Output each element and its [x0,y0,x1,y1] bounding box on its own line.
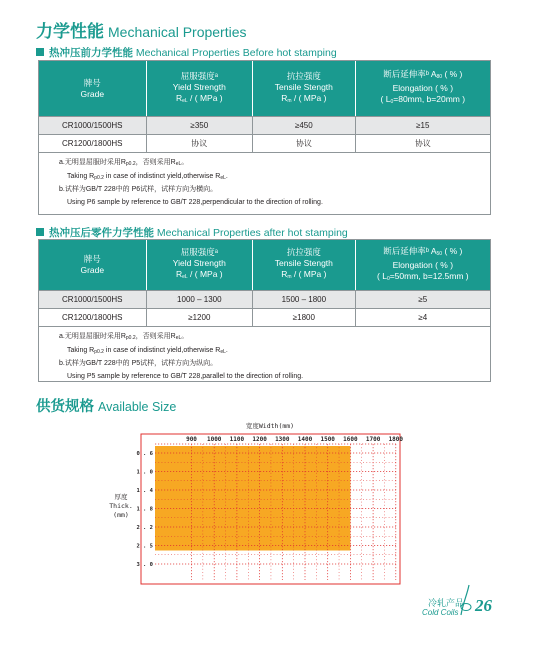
column-header [147,240,254,290]
x-tick-label: 1700 [365,436,381,443]
column-header [39,61,147,116]
subscript: eL [182,97,188,104]
y-tick-label: 2 . 2 [136,525,153,531]
note-b-zh: b.试样为GB/T 228中的 P6试样，试样方向为横向。 [59,186,218,193]
header-zh-text: 屈服强度ᵃ [180,247,218,257]
table-cell: ≥350 [147,117,254,134]
table-header [39,61,490,116]
header-unit [176,269,223,283]
table-row [39,116,490,134]
table-cell: ≥1800 [253,309,356,326]
header-zh-text: 抗拉强度 [286,247,321,257]
header-zh [181,71,218,82]
x-tick-label: 1300 [275,436,290,443]
note-b-en: Using P6 sample by reference to GB/T 228,perpendicular to the direction of rolling. [67,198,323,206]
subscript: 0 [386,275,390,282]
header-unit-text: $R_{eL}$ / ( MPa ) [175,92,223,104]
subscript: 50 [436,250,443,257]
page-title-en: Mechanical Properties [108,24,247,40]
header-en: Elongation ( % ) [392,83,454,93]
x-tick-label: 1100 [229,436,245,443]
size-title-zh: 供货规格 [36,399,94,415]
header-unit [281,269,326,283]
note-a-en [59,345,490,359]
table-notes [39,326,490,383]
header-zh-text: 断后延伸率ᵇ $A_{80}$ ( % ) [383,69,463,80]
header-zh [383,69,462,83]
note-text: a.无明显屈服时采用$R_{p0.2}$，否则采用R [59,333,176,341]
note-a-zh [59,157,490,171]
note-b-zh: b.试样为GB/T 228中的 P5试样，试样方向为纵向。 [59,360,218,367]
subscript: eL [182,274,188,280]
header-unit-text: $R_m$ / ( MPa ) [281,269,327,280]
header-unit [176,93,223,107]
subscript: m [287,274,292,280]
size-chart [0,415,540,585]
table-header [39,240,490,290]
subscript: p0.2 [125,161,136,167]
section2-title-zh: 热冲压后零件力学性能 [49,227,154,239]
subscript: p0.2 [94,348,104,355]
table-cell: 1500 – 1800 [253,291,356,308]
footer-category-zh: 冷轧产品 [428,598,465,608]
table-row [39,134,490,152]
header-en: Yield Strength [172,81,226,92]
y-axis-label: Thick. [109,502,133,510]
footer-category-en: Cold Coils [422,608,459,617]
header-unit [381,94,466,108]
header-zh-text: 断后延伸率ᵇ $A_{50}$ ( % ) [383,245,463,257]
page-title [36,17,247,42]
subscript: m [287,97,292,104]
y-tick-label: 3 . 0 [136,562,153,568]
y-axis-label: 厚度 [114,493,128,501]
header-unit [377,271,469,285]
column-header [147,61,254,116]
header-unit [281,93,326,107]
x-tick-label: 1400 [297,436,313,443]
note-text: $_{eL}$。 [175,333,189,341]
size-title-en: Available Size [98,400,177,414]
header-unit-text: $R_m$ / ( MPa ) [281,92,327,104]
column-header [356,240,490,290]
header-zh [181,247,218,258]
x-tick-label: 1200 [252,436,267,443]
section1-title-zh: 热冲压前力学性能 [49,47,133,59]
header-unit-text: ( $L_0=50mm$, b=12.5mm ) [377,270,469,282]
header-zh [383,246,462,260]
x-tick-label: 1600 [343,436,358,443]
x-tick-label: 1500 [320,436,335,443]
note-text: $_{eL}$。 [175,159,189,167]
column-header [253,240,356,290]
x-tick-label: 900 [186,436,197,443]
header-zh [84,78,101,89]
table-cell: ≥4 [418,313,428,322]
note-a-zh [59,331,490,345]
subscript: 0 [390,99,394,105]
header-en: Tensile Stength [274,81,333,92]
x-axis-label: 宽度Width(mm) [245,422,295,430]
header-zh-text: 牌号 [83,254,101,264]
subscript: p0.2 [94,174,104,181]
page-number: 26 [475,596,492,615]
table-cell: 1000 – 1300 [147,291,254,308]
subscript: eL [175,161,182,167]
note-a-en [59,171,490,185]
page-title-zh: 力学性能 [36,22,104,41]
section2-title [36,225,348,240]
header-zh [287,71,321,82]
y-tick-label: 1 . 0 [136,469,153,476]
table-row [39,308,490,326]
subscript: 80 [436,74,443,80]
table-cell: CR1200/1800HS [39,309,147,326]
size-title [36,395,176,416]
subscript: eL [220,174,226,181]
table-cell: CR1000/1500HS [39,291,147,308]
y-tick-label: 2 . 5 [136,543,153,550]
header-zh [84,254,101,265]
header-unit-text: $R_{eL}$ / ( MPa ) [175,269,223,280]
subscript: eL [175,335,182,341]
coil-logo-icon [455,583,477,617]
table-row [39,290,490,308]
section1-title [36,45,337,60]
header-zh-text: 牌号 [83,77,101,88]
header-en: Grade [80,265,105,275]
note-text: Taking $R_{p0.2}$ in case of indistinct yield,otherwise R [67,172,221,181]
header-zh [287,247,321,258]
y-axis-label: (mm) [113,511,129,519]
note-text: $_{eL}$. [220,346,228,355]
table-cell: ≥15 [416,121,430,130]
table-after-stamping [38,239,491,382]
header-zh-text: 抗拉强度 [286,70,321,81]
available-region [155,446,350,551]
x-tick-label: 1000 [206,436,222,443]
table-cell: 协议 [414,139,431,148]
x-tick-label: 1800 [388,436,404,443]
table-cell: CR1000/1500HS [39,117,147,134]
y-tick-label: 0 . 6 [136,451,153,457]
section1-title-en: Mechanical Properties Before hot stamping [135,47,337,59]
section2-title-en: Mechanical Properties after hot stamping [156,227,348,239]
table-cell: ≥450 [253,117,356,134]
header-zh-text: 屈服强度ᵃ [180,70,218,81]
note-text: $_{eL}$. [220,172,228,181]
table-cell: ≥5 [418,295,428,304]
note-text: a.无明显屈服时采用$R_{p0.2}$，否则采用R [59,159,176,167]
column-header [356,61,490,116]
header-unit-text: ( $L_0=80mm$, b=20mm ) [380,94,466,105]
table-cell: 协议 [253,135,356,152]
table-before-stamping [38,60,491,215]
header-en: Yield Strength [172,258,226,268]
column-header [39,240,147,290]
table-notes [39,152,490,209]
table-cell: ≥1200 [147,309,254,326]
header-en: Grade [80,88,105,99]
header-en: Tensile Stength [274,258,333,268]
section-square-icon [36,48,44,56]
note-b-en: Using P5 sample by reference to GB/T 228,parallel to the direction of rolling. [67,372,304,380]
y-tick-label: 1 . 8 [136,506,153,513]
subscript: eL [220,348,226,355]
note-text: Taking $R_{p0.2}$ in case of indistinct yield,otherwise R [67,346,221,355]
y-tick-label: 1 . 4 [136,488,153,494]
table-cell: 协议 [147,135,254,152]
column-header [253,61,356,116]
table-cell: CR1200/1800HS [39,135,147,152]
subscript: p0.2 [125,335,136,341]
header-en: Elongation ( % ) [392,259,454,270]
section-square-icon [36,228,44,236]
